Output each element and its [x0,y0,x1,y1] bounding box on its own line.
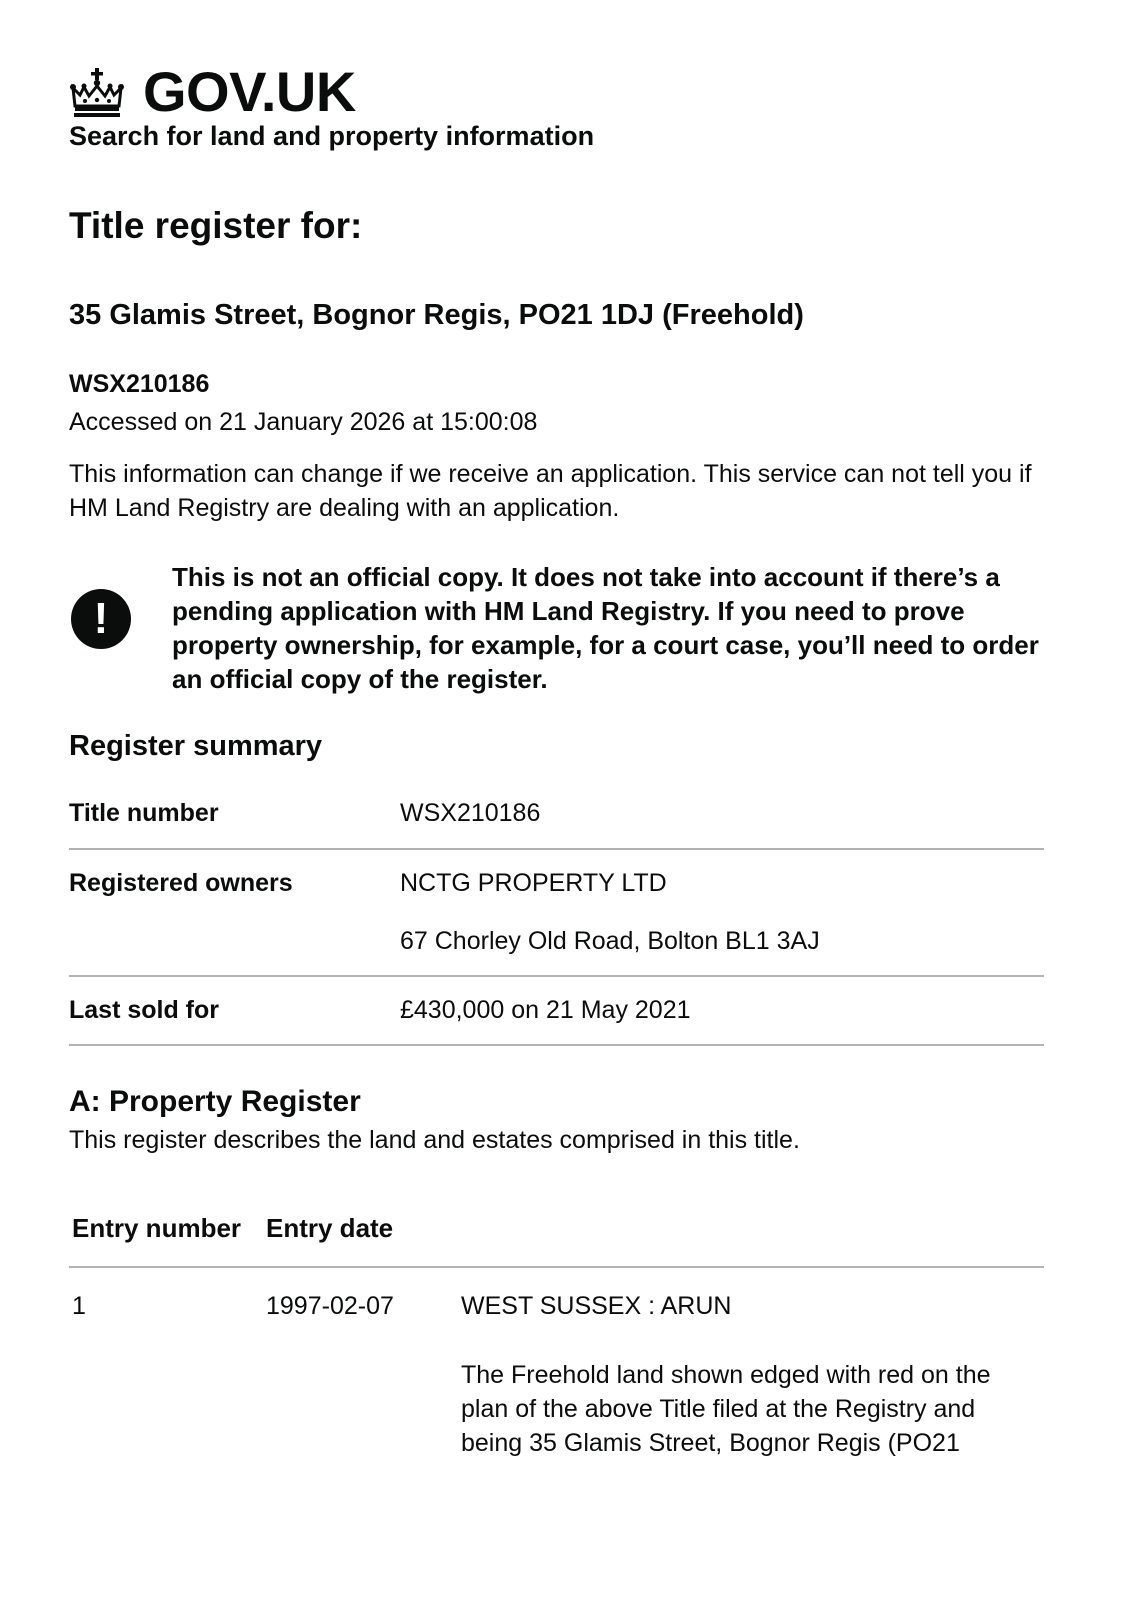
info-text: This information can change if we receive an application. This service can not tell you if HM Land Registry are dealing with an application. [69,460,1032,522]
title-number: WSX210186 [69,370,210,398]
table-header [69,1195,1044,1268]
entry-text: WEST SUSSEX : ARUN [461,1292,732,1320]
warning-icon: ! [71,589,131,649]
entries-table [69,1195,1044,1457]
brand-name: GOV.UK [143,60,356,123]
entry-text: The Freehold land shown edged with red on the plan of the above Title filed at the Registry and being 35 Glamis Street, Bognor Regis (PO21 [461,1361,991,1457]
warning-callout [69,560,1064,695]
column-header: Entry number [72,1213,242,1243]
register-summary-heading: Register summary [69,730,323,762]
entry-date: 1997-02-07 [266,1292,394,1320]
summary-row-last-sold [69,977,1044,1046]
govuk-logo[interactable] [69,60,356,124]
summary-value: NCTG PROPERTY LTD [400,869,667,897]
summary-key: Last sold for [69,996,220,1024]
summary-row-owners [69,850,1044,977]
summary-row-title-number [69,786,1044,850]
page-title: Title register for: [69,205,363,246]
summary-value: 67 Chorley Old Road, Bolton BL1 3AJ [400,927,820,955]
property-address: 35 Glamis Street, Bognor Regis, PO21 1DJ (Freehold) [69,299,804,331]
entry-number: 1 [72,1292,86,1320]
property-register-description: This register describes the land and estates comprised in this title. [69,1126,800,1154]
accessed-timestamp: Accessed on 21 January 2026 at 15:00:08 [69,408,538,436]
summary-key: Registered owners [69,869,293,897]
crown-icon [69,66,125,118]
summary-key: Title number [69,799,219,827]
summary-value: WSX210186 [400,799,541,827]
column-header: Entry date [266,1213,394,1243]
property-register-heading: A: Property Register [69,1085,361,1118]
service-name[interactable]: Search for land and property information [69,121,595,151]
summary-value: £430,000 on 21 May 2021 [400,996,691,1024]
warning-text: This is not an official copy. It does not take into account if there’s a pending application with HM Land Registry. If you need to prove property ownership, for example, for a court case, you’ll need to order an official copy of the register. [172,562,1039,694]
summary-list [69,786,1044,1046]
